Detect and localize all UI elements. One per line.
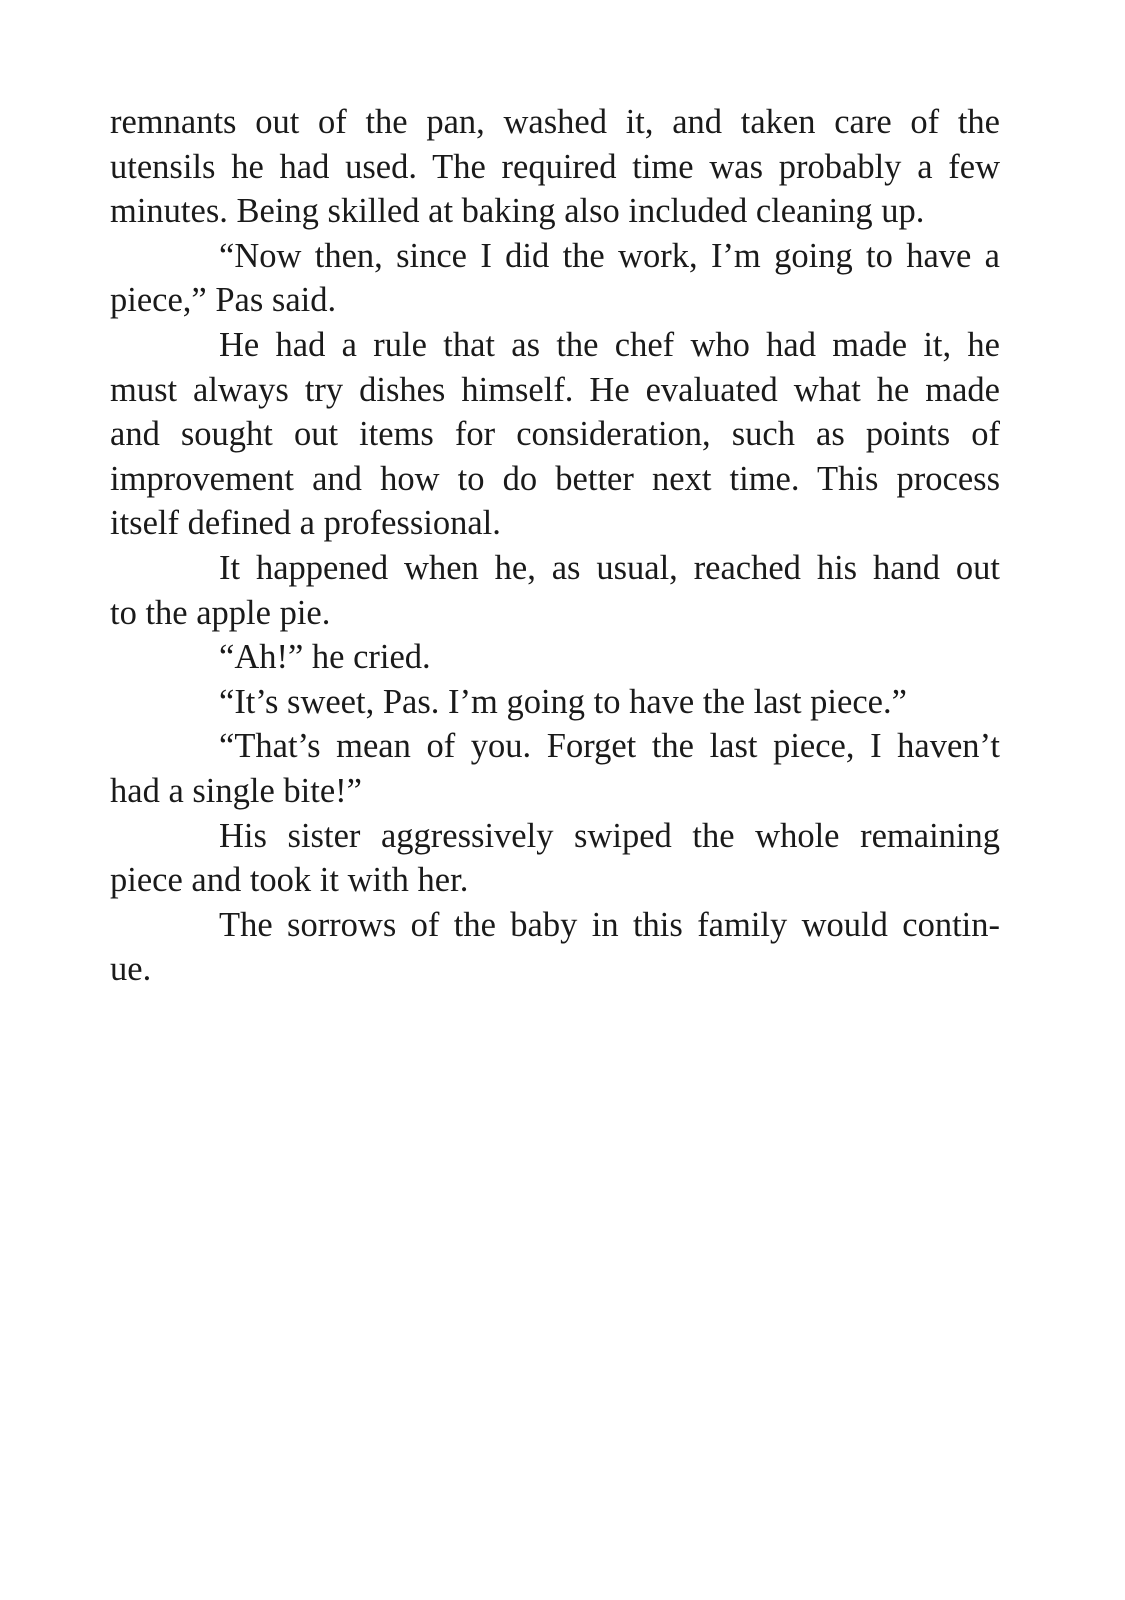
text-line: piece,” Pas said.: [110, 281, 337, 320]
text-line: The sorrows of the baby in this family would contin-: [219, 905, 1000, 944]
text-line: to the apple pie.: [110, 593, 331, 632]
text-line: and sought out items for consideration, such as points of: [110, 415, 1000, 454]
text-line: utensils he had used. The required time was probably a few: [110, 147, 1000, 186]
text-line: piece and took it with her.: [110, 861, 469, 900]
text-line: minutes. Being skilled at baking also included cleaning up.: [110, 192, 925, 231]
text-line: “It’s sweet, Pas. I’m going to have the last piece.”: [219, 682, 907, 721]
text-line: It happened when he, as usual, reached his hand out: [219, 548, 1000, 587]
text-line: ue.: [110, 950, 152, 989]
text-line: “That’s mean of you. Forget the last piece, I haven’t: [219, 727, 1000, 766]
text-line: must always try dishes himself. He evaluated what he made: [110, 370, 1000, 409]
text-line: He had a rule that as the chef who had made it, he: [219, 325, 1000, 364]
text-line: itself defined a professional.: [110, 504, 501, 543]
text-line: “Ah!” he cried.: [219, 638, 431, 677]
text-line: had a single bite!”: [110, 771, 362, 810]
text-line: “Now then, since I did the work, I’m going to have a: [219, 236, 1000, 275]
book-page-body: [110, 100, 1000, 992]
text-line: His sister aggressively swiped the whole remaining: [219, 816, 1000, 855]
text-line: improvement and how to do better next time. This process: [110, 459, 1000, 498]
text-line: remnants out of the pan, washed it, and taken care of the: [110, 103, 1000, 141]
